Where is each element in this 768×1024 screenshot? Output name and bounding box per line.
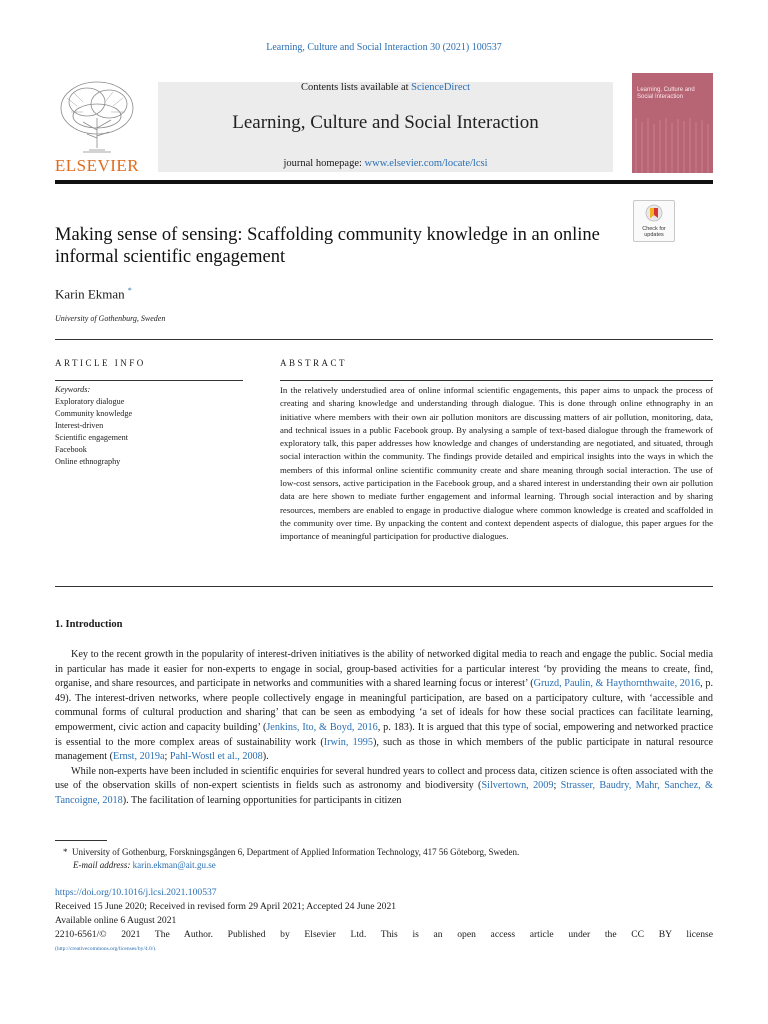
text-run: Key to the recent growth in the popularity of interest-driven initiatives is the ability of networked digital media to reach and engage the public. Social media in particular has made it easier for non-experts to engage in social, group-based activities for a particular interest ‘by providing the means to create, find, organise, and share resources, and participate in networks and communities with a shared learning focus or interest’ (	[55, 649, 713, 690]
contents-prefix: Contents lists available at	[300, 82, 412, 93]
keyword: Online ethnography	[55, 457, 121, 466]
text-run: ;	[553, 780, 561, 792]
text-run: ), such as those in which members of the public participate in natural resource management (	[55, 736, 713, 763]
footnote-rule	[55, 840, 107, 841]
elsevier-logo[interactable]	[53, 78, 141, 174]
article-metadata	[55, 886, 713, 956]
keywords-label: Keywords:	[55, 385, 91, 394]
text-run: , p. 183). It is argued that this type of social, empowering and networked practice is essential to the more complex areas of sustainability work (	[55, 721, 713, 748]
text-run: , p. 49). The interest-driven networks, where people collectively engage in meaningful participation, are based on a participatory culture, with ‘accessible and communal forms of cultural production and sharing’ that can be seen as embodying ‘a set of ideals for how these social practices can facilitate learning, empowerment, civic action and capacity building’ (	[55, 678, 713, 733]
journal-title: Learning, Culture and Social Interaction	[232, 112, 539, 133]
citation-link[interactable]: Irwin, 1995	[323, 736, 373, 748]
abstract-text: In the relatively understudied area of online informal scientific engagements, this paper aims to unpack the process of creating and sharing knowledge and understanding through dialogue. This is done through online ethnography in an initiative where members with their own air pollution monitors are discussing matters of air pollution, monitoring, data, and technical issues in a public Facebook group. By analysing a sample of text-based dialogue through the framework of exploratory talk, this paper addresses how knowledge and changes of understanding are negotiated, and situated, through social interaction within the community. The findings provide detailed and empirical insights into the ways in which the members of this informal online scientific community create and share meaning through social interaction. The use of low-cost sensors, active participation in the Facebook group, and a shared interest in understanding their own air pollution data are here shown to mediate further engagement and informal learning. Through social interaction and by sharing resources, members are enabled to engage in productive dialogue where common knowledge is created and scaffolded in the community over time. By unpacking the content and context dependent aspects of dialogue, this paper argues for the importance of meaningful participation for productive dialogues.	[280, 385, 713, 542]
available-online: Available online 6 August 2021	[55, 915, 177, 926]
abstract-heading: ABSTRACT	[280, 358, 348, 368]
citation-link[interactable]: Pahl-Wostl et al., 2008	[169, 751, 263, 763]
text-run: ;	[164, 751, 170, 763]
email-label: E-mail address:	[73, 860, 131, 870]
masthead-rule	[55, 180, 713, 184]
paragraph	[55, 648, 713, 765]
author-email-link[interactable]: karin.ekman@ait.gu.se	[132, 860, 216, 870]
footnote-mark: *	[63, 847, 68, 857]
check-for-updates-button[interactable]	[633, 200, 675, 242]
citation-link[interactable]: Silvertown, 2009	[481, 780, 554, 792]
running-head[interactable]: Learning, Culture and Social Interaction 30 (2021) 100537	[266, 42, 502, 53]
journal-homepage-link[interactable]: www.elsevier.com/locate/lcsi	[364, 158, 488, 169]
citation-link[interactable]: Ernst, 2019a	[113, 751, 165, 763]
text-run: ). The facilitation of learning opportunities for participants in citizen	[122, 794, 402, 806]
paragraph	[55, 765, 713, 809]
homepage-line	[158, 158, 613, 169]
intro-body	[55, 648, 713, 809]
footnote	[55, 846, 713, 872]
keyword: Interest-driven	[55, 421, 104, 430]
license-link[interactable]: (http://creativecommons.org/licenses/by/4.0/).	[55, 946, 157, 952]
doi-link[interactable]: https://doi.org/10.1016/j.lcsi.2021.100537	[55, 887, 217, 898]
citation-link[interactable]: Strasser, Baudry, Mahr, Sanchez, & Tancoigne, 2018	[55, 780, 713, 806]
homepage-prefix: journal homepage:	[283, 158, 365, 169]
divider	[280, 380, 713, 381]
divider	[55, 339, 713, 340]
journal-cover[interactable]	[632, 73, 713, 173]
divider	[55, 380, 243, 381]
section-heading: 1. Introduction	[55, 619, 123, 630]
keyword: Exploratory dialogue	[55, 397, 125, 406]
author-line	[55, 286, 132, 302]
crossmark-label: Check for updates	[642, 226, 666, 238]
citation-link[interactable]: Jenkins, Ito, & Boyd, 2016	[266, 721, 378, 733]
contents-line	[158, 82, 613, 93]
author-name[interactable]: Karin Ekman	[55, 286, 125, 302]
footnote-address: University of Gothenburg, Forskningsgången 6, Department of Applied Information Technology, 417 56 Göteborg, Sweden.	[72, 847, 520, 857]
cover-pattern-icon	[632, 118, 713, 173]
license-statement: 2210-6561/© 2021 The Author. Published by Elsevier Ltd. This is an open access article under the CC BY license	[55, 929, 713, 940]
received-dates: Received 15 June 2020; Received in revised form 29 April 2021; Accepted 24 June 2021	[55, 901, 397, 912]
author-footnote-mark[interactable]: *	[127, 286, 132, 295]
keyword: Scientific engagement	[55, 433, 128, 442]
keywords-block	[55, 384, 245, 468]
publisher-wordmark: ELSEVIER	[54, 156, 140, 175]
keyword: Community knowledge	[55, 409, 133, 418]
sciencedirect-link[interactable]: ScienceDirect	[411, 82, 471, 93]
affiliation: University of Gothenburg, Sweden	[55, 314, 166, 323]
article-info-heading: ARTICLE INFO	[55, 358, 146, 368]
cover-title: Learning, Culture and Social Interaction	[637, 87, 695, 100]
divider	[55, 586, 713, 587]
crossmark-icon	[645, 204, 663, 224]
article-title: Making sense of sensing: Scaffolding community knowledge in an online informal scientific engagement	[55, 225, 600, 267]
text-run: ).	[262, 751, 269, 763]
text-run: While non-experts have been included in scientific enquiries for several hundred years to collect and process data, citizen science is often associated with the use of the observation skills of non-expert scientists in fields such as astronomy and biodiversity (	[55, 765, 713, 792]
keyword: Facebook	[55, 445, 87, 454]
citation-link[interactable]: Gruzd, Paulin, & Haythornthwaite, 2016	[533, 678, 701, 690]
